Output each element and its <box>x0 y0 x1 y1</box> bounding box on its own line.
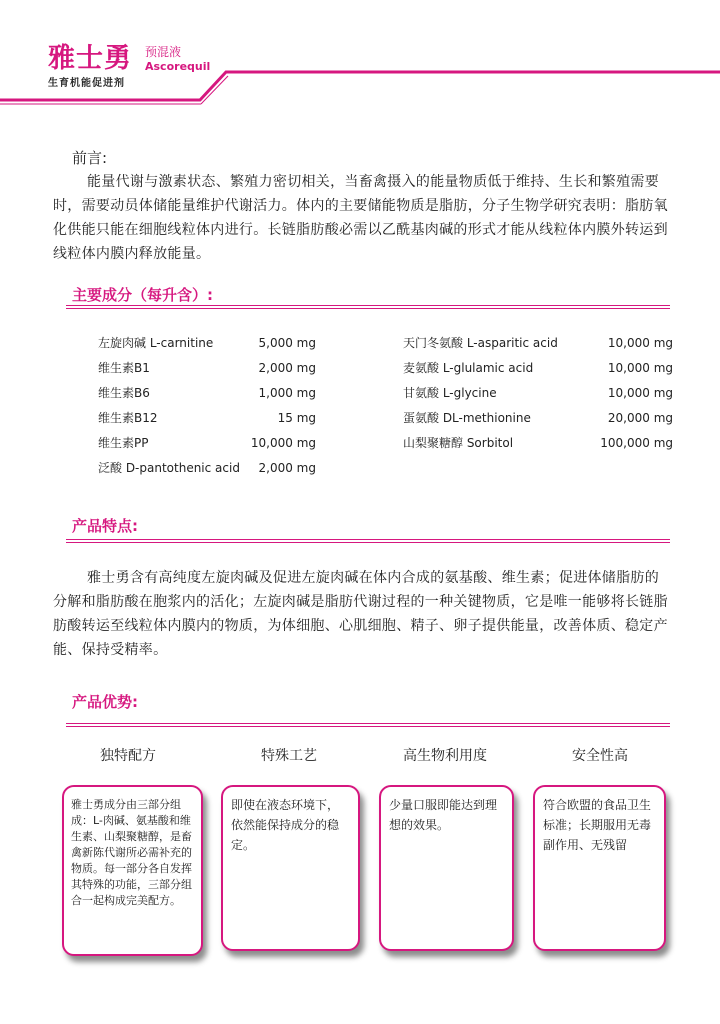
ingredient-row <box>403 334 673 359</box>
advantage-label-formula: 独特配方 <box>100 748 156 764</box>
ingredient-name: 左旋肉碱 L-carnitine <box>98 336 214 350</box>
ingredient-amount: 2,000 mg <box>258 361 316 375</box>
features-divider <box>66 539 670 543</box>
product-type: 预混液 <box>145 45 182 59</box>
brand-name: 雅士勇 <box>48 43 132 74</box>
advantage-text: 即使在液态环境下，依然能保持成分的稳定。 <box>231 798 340 852</box>
ingredient-amount: 15 mg <box>277 411 316 425</box>
intro-paragraph: 能量代谢与激素状态、繁殖力密切相关，当畜禽摄入的能量物质低于维持、生长和繁殖需要时，需要动员体储能量维护代谢活力。体内的主要储能物质是脂肪，分子生物学研究表明：脂肪氧化供能只能在细胞线粒体内进行。长链脂肪酸必需以乙酰基肉碱的形式才能从线粒体内膜外转运到线粒体内膜内释放能量。 <box>53 174 668 262</box>
ingredients-left-list <box>98 334 316 484</box>
advantage-label-safety: 安全性高 <box>572 748 628 764</box>
advantage-label-process: 特殊工艺 <box>261 748 317 764</box>
advantage-card-process <box>221 785 360 951</box>
ingredient-amount: 20,000 mg <box>607 411 673 425</box>
ingredient-name: 维生素B12 <box>98 411 158 425</box>
intro-heading: 前言: <box>72 149 108 167</box>
ingredient-amount: 100,000 mg <box>600 436 673 450</box>
advantages-divider <box>66 723 670 727</box>
advantage-label-bioavailability: 高生物利用度 <box>403 748 487 764</box>
ingredient-row <box>403 384 673 409</box>
advantages-title: 产品优势: <box>72 693 138 711</box>
ingredients-divider <box>66 305 670 309</box>
brand-tagline: 生育机能促进剂 <box>48 78 125 89</box>
ingredient-row <box>98 459 316 484</box>
advantage-text: 雅士勇成分由三部分组成：L-肉碱、氨基酸和维生素、山梨聚糖醇，是畜禽新陈代谢所必需补充的物质。每一部分各自发挥其特殊的功能，三部分组合一起构成完美配方。 <box>71 798 192 907</box>
ingredient-name: 麦氨酸 L-glulamic acid <box>403 361 534 375</box>
advantage-card-safety <box>533 785 666 951</box>
ingredient-amount: 10,000 mg <box>607 386 673 400</box>
ingredient-amount: 2,000 mg <box>258 461 316 475</box>
ingredient-row <box>98 384 316 409</box>
advantage-card-formula <box>62 785 203 956</box>
advantage-text: 少量口服即能达到理想的效果。 <box>389 798 498 832</box>
ingredient-row <box>98 409 316 434</box>
ingredient-name: 泛酸 D-pantothenic acid <box>98 461 240 475</box>
advantage-card-bioavailability <box>379 785 514 951</box>
ingredient-name: 山梨聚糖醇 Sorbitol <box>403 436 514 450</box>
english-brand-name: Ascorequil <box>145 60 211 73</box>
features-paragraph: 雅士勇含有高纯度左旋肉碱及促进左旋肉碱在体内合成的氨基酸、维生素；促进体储脂肪的分解和脂肪酸在胞浆内的活化；左旋肉碱是脂肪代谢过程的一种关键物质，它是唯一能够将长链脂肪酸转运至线粒体内膜内的物质，为体细胞、心肌细胞、精子、卵子提供能量，改善体质、稳定产能、保持受精率。 <box>53 570 668 658</box>
ingredients-title: 主要成分（每升含）: <box>72 286 213 304</box>
ingredient-name: 蛋氨酸 DL-methionine <box>403 411 531 425</box>
ingredient-amount: 10,000 mg <box>250 436 316 450</box>
ingredient-name: 甘氨酸 L-glycine <box>403 386 497 400</box>
ingredient-row <box>403 434 673 459</box>
ingredient-row <box>403 359 673 384</box>
ingredient-name: 维生素B1 <box>98 361 150 375</box>
features-title: 产品特点: <box>72 517 138 535</box>
ingredient-row <box>403 409 673 434</box>
page-header <box>0 0 720 120</box>
advantage-text: 符合欧盟的食品卫生标准；长期服用无毒副作用、无残留 <box>543 798 652 852</box>
ingredient-amount: 10,000 mg <box>607 361 673 375</box>
ingredient-name: 维生素B6 <box>98 386 150 400</box>
ingredients-right-list <box>403 334 673 459</box>
ingredient-row <box>98 434 316 459</box>
ingredient-row <box>98 334 316 359</box>
ingredient-amount: 10,000 mg <box>607 336 673 350</box>
ingredient-amount: 5,000 mg <box>258 336 316 350</box>
ingredient-row <box>98 359 316 384</box>
ingredient-amount: 1,000 mg <box>258 386 316 400</box>
ingredient-name: 维生素PP <box>98 436 149 450</box>
ingredient-name: 天门冬氨酸 L-asparitic acid <box>403 336 558 350</box>
